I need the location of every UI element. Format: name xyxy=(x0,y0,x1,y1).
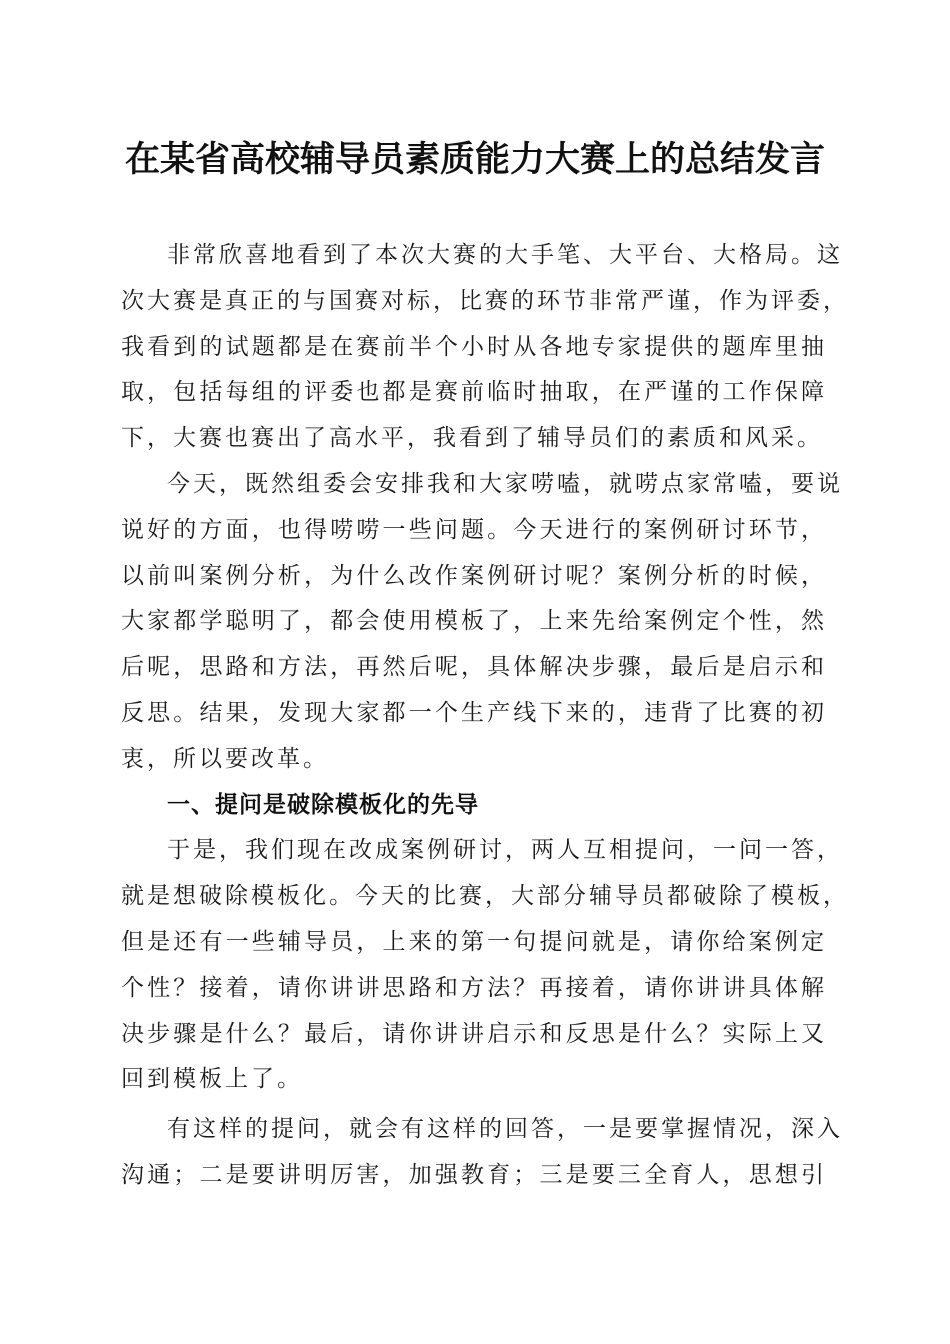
paragraph-line: 以前叫案例分析，为什么改作案例研讨呢？案例分析的时候， xyxy=(121,562,827,589)
paragraph-line: 下，大赛也赛出了高水平，我看到了辅导员们的素质和风采。 xyxy=(121,425,823,452)
paragraph-line: 但是还有一些辅导员，上来的第一句提问就是，请你给案例定 xyxy=(121,928,827,955)
paragraph-line: 反思。结果，发现大家都一个生产线下来的，违背了比赛的初 xyxy=(121,699,827,726)
paragraph-line: 大家都学聪明了，都会使用模板了，上来先给案例定个性，然 xyxy=(121,608,827,635)
paragraph-line: 今天，既然组委会安排我和大家唠嗑，就唠点家常嗑，要说 xyxy=(167,470,843,497)
paragraph-line: 回到模板上了。 xyxy=(121,1066,303,1093)
paragraph-line: 后呢，思路和方法，再然后呢，具体解决步骤，最后是启示和 xyxy=(121,654,827,681)
paragraph-line: 说好的方面，也得唠唠一些问题。今天进行的案例研讨环节， xyxy=(121,516,827,543)
paragraph-line: 个性？接着，请你讲讲思路和方法？再接着，请你讲讲具体解 xyxy=(121,974,827,1001)
paragraph-line: 取，包括每组的评委也都是赛前临时抽取，在严谨的工作保障 xyxy=(121,379,827,406)
paragraph-1 xyxy=(121,233,849,462)
paragraph-line: 决步骤是什么？最后，请你讲讲启示和反思是什么？实际上又 xyxy=(121,1020,827,1047)
paragraph-line: 就是想破除模板化。今天的比赛，大部分辅导员都破除了模板， xyxy=(121,883,849,910)
paragraph-4 xyxy=(121,1107,843,1199)
paragraph-line: 我看到的试题都是在赛前半个小时从各地专家提供的题库里抽 xyxy=(121,333,827,360)
document-title: 在某省高校辅导员素质能力大赛上的总结发言 xyxy=(124,139,825,180)
document-body xyxy=(121,233,849,1199)
paragraph-line: 次大赛是真正的与国赛对标，比赛的环节非常严谨，作为评委， xyxy=(121,287,849,314)
paragraph-line: 非常欣喜地看到了本次大赛的大手笔、大平台、大格局。这 xyxy=(167,242,843,268)
paragraph-line: 衷，所以要改革。 xyxy=(121,745,329,772)
paragraph-3 xyxy=(121,828,849,1103)
paragraph-line: 于是，我们现在改成案例研讨，两人互相提问，一问一答， xyxy=(167,837,843,864)
paragraph-line: 沟通；二是要讲明厉害，加强教育；三是要三全育人，思想引 xyxy=(121,1161,827,1188)
section-heading-1: 一、提问是破除模板化的先导 xyxy=(167,791,479,818)
paragraph-2 xyxy=(121,462,843,783)
paragraph-line: 有这样的提问，就会有这样的回答，一是要掌握情况，深入 xyxy=(167,1116,843,1143)
